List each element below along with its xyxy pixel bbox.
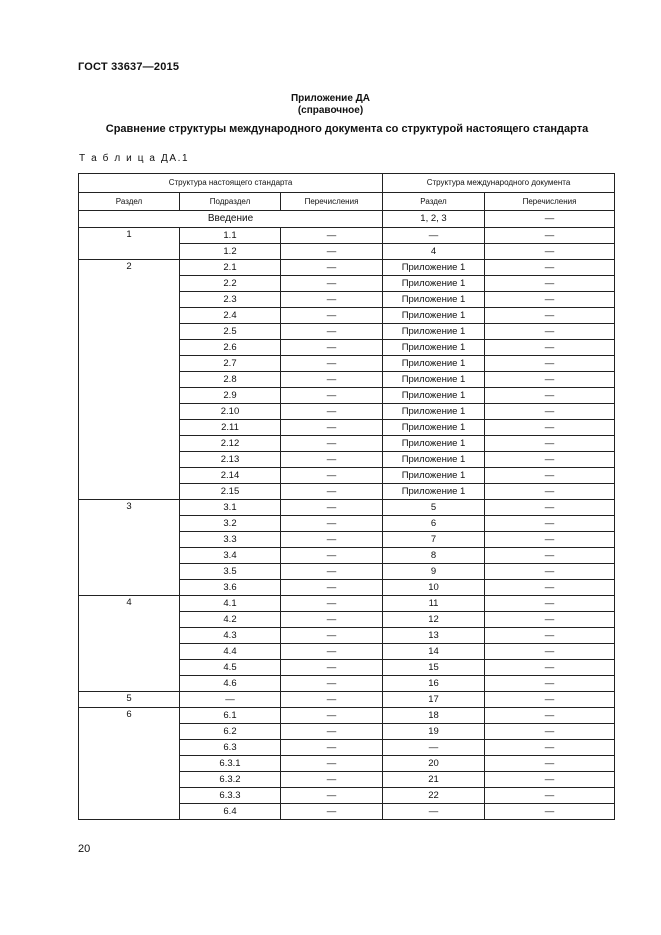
annex-heading: Сравнение структуры международного документа со структурой настоящего стандарта bbox=[105, 123, 589, 135]
subsection-cell: — bbox=[180, 692, 281, 708]
subsection-cell: 2.5 bbox=[180, 324, 281, 340]
introduction-intl-section: 1, 2, 3 bbox=[383, 211, 485, 228]
enumeration-cell: — bbox=[281, 628, 383, 644]
intl-enumeration-cell: — bbox=[485, 292, 615, 308]
intl-enumeration-cell: — bbox=[485, 356, 615, 372]
enumeration-cell: — bbox=[281, 756, 383, 772]
enumeration-cell: — bbox=[281, 276, 383, 292]
enumeration-cell: — bbox=[281, 516, 383, 532]
intl-enumeration-cell: — bbox=[485, 548, 615, 564]
column-header-row bbox=[79, 193, 615, 211]
subsection-cell: 6.2 bbox=[180, 724, 281, 740]
subsection-cell: 2.14 bbox=[180, 468, 281, 484]
subsection-cell: 6.1 bbox=[180, 708, 281, 724]
intl-enumeration-cell: — bbox=[485, 772, 615, 788]
enumeration-cell: — bbox=[281, 228, 383, 244]
subsection-cell: 4.5 bbox=[180, 660, 281, 676]
enumeration-cell: — bbox=[281, 564, 383, 580]
subsection-cell: 3.6 bbox=[180, 580, 281, 596]
enumeration-cell: — bbox=[281, 596, 383, 612]
intl-section-cell: Приложение 1 bbox=[383, 356, 485, 372]
intl-section-cell: Приложение 1 bbox=[383, 452, 485, 468]
enumeration-cell: — bbox=[281, 676, 383, 692]
intl-section-cell: 18 bbox=[383, 708, 485, 724]
group-header-international-document: Структура международного документа bbox=[383, 174, 615, 193]
intl-section-cell: — bbox=[383, 740, 485, 756]
intl-enumeration-cell: — bbox=[485, 468, 615, 484]
subsection-cell: 2.15 bbox=[180, 484, 281, 500]
subsection-cell: 2.3 bbox=[180, 292, 281, 308]
enumeration-cell: — bbox=[281, 532, 383, 548]
section-cell: 5 bbox=[79, 692, 180, 708]
intl-section-cell: 6 bbox=[383, 516, 485, 532]
enumeration-cell: — bbox=[281, 292, 383, 308]
intl-enumeration-cell: — bbox=[485, 612, 615, 628]
enumeration-cell: — bbox=[281, 740, 383, 756]
intl-enumeration-cell: — bbox=[485, 692, 615, 708]
subsection-cell: 6.3.1 bbox=[180, 756, 281, 772]
section-cell: 1 bbox=[79, 228, 180, 260]
intl-section-cell: Приложение 1 bbox=[383, 420, 485, 436]
table-row bbox=[79, 228, 615, 244]
subsection-cell: 1.1 bbox=[180, 228, 281, 244]
intl-section-cell: Приложение 1 bbox=[383, 276, 485, 292]
intl-section-cell: 19 bbox=[383, 724, 485, 740]
intl-enumeration-cell: — bbox=[485, 228, 615, 244]
table-row bbox=[79, 596, 615, 612]
subsection-cell: 2.12 bbox=[180, 436, 281, 452]
intl-enumeration-cell: — bbox=[485, 308, 615, 324]
intl-section-cell: Приложение 1 bbox=[383, 340, 485, 356]
introduction-row bbox=[79, 211, 615, 228]
subsection-cell: 2.11 bbox=[180, 420, 281, 436]
subsection-cell: 2.1 bbox=[180, 260, 281, 276]
column-header-subsection: Подраздел bbox=[180, 193, 281, 211]
enumeration-cell: — bbox=[281, 260, 383, 276]
enumeration-cell: — bbox=[281, 548, 383, 564]
intl-enumeration-cell: — bbox=[485, 404, 615, 420]
intl-enumeration-cell: — bbox=[485, 596, 615, 612]
intl-enumeration-cell: — bbox=[485, 516, 615, 532]
enumeration-cell: — bbox=[281, 452, 383, 468]
intl-enumeration-cell: — bbox=[485, 372, 615, 388]
intl-enumeration-cell: — bbox=[485, 260, 615, 276]
table-caption: Т а б л и ц а ДА.1 bbox=[79, 153, 190, 164]
enumeration-cell: — bbox=[281, 308, 383, 324]
subsection-cell: 3.3 bbox=[180, 532, 281, 548]
enumeration-cell: — bbox=[281, 340, 383, 356]
enumeration-cell: — bbox=[281, 388, 383, 404]
intl-enumeration-cell: — bbox=[485, 788, 615, 804]
intl-enumeration-cell: — bbox=[485, 436, 615, 452]
section-cell: 6 bbox=[79, 708, 180, 820]
intl-enumeration-cell: — bbox=[485, 804, 615, 820]
annex-title: Приложение ДА bbox=[290, 93, 371, 104]
enumeration-cell: — bbox=[281, 788, 383, 804]
intl-section-cell: 17 bbox=[383, 692, 485, 708]
intl-enumeration-cell: — bbox=[485, 676, 615, 692]
intl-section-cell: Приложение 1 bbox=[383, 292, 485, 308]
subsection-cell: 4.3 bbox=[180, 628, 281, 644]
enumeration-cell: — bbox=[281, 772, 383, 788]
subsection-cell: 2.10 bbox=[180, 404, 281, 420]
intl-enumeration-cell: — bbox=[485, 708, 615, 724]
subsection-cell: 2.2 bbox=[180, 276, 281, 292]
intl-enumeration-cell: — bbox=[485, 756, 615, 772]
subsection-cell: 3.1 bbox=[180, 500, 281, 516]
enumeration-cell: — bbox=[281, 612, 383, 628]
column-header-enumerations: Перечисления bbox=[281, 193, 383, 211]
subsection-cell: 4.4 bbox=[180, 644, 281, 660]
enumeration-cell: — bbox=[281, 708, 383, 724]
introduction-label: Введение bbox=[79, 211, 383, 228]
subsection-cell: 6.3.2 bbox=[180, 772, 281, 788]
enumeration-cell: — bbox=[281, 644, 383, 660]
intl-section-cell: 21 bbox=[383, 772, 485, 788]
intl-section-cell: Приложение 1 bbox=[383, 468, 485, 484]
intl-section-cell: 14 bbox=[383, 644, 485, 660]
intl-section-cell: 4 bbox=[383, 244, 485, 260]
page-number: 20 bbox=[78, 843, 91, 855]
group-header-row bbox=[79, 174, 615, 193]
structure-comparison-table bbox=[78, 173, 615, 820]
enumeration-cell: — bbox=[281, 468, 383, 484]
table-row bbox=[79, 260, 615, 276]
enumeration-cell: — bbox=[281, 372, 383, 388]
intl-section-cell: 15 bbox=[383, 660, 485, 676]
intl-enumeration-cell: — bbox=[485, 452, 615, 468]
intl-section-cell: 9 bbox=[383, 564, 485, 580]
enumeration-cell: — bbox=[281, 244, 383, 260]
intl-enumeration-cell: — bbox=[485, 244, 615, 260]
intl-enumeration-cell: — bbox=[485, 388, 615, 404]
intl-section-cell: Приложение 1 bbox=[383, 324, 485, 340]
intl-enumeration-cell: — bbox=[485, 628, 615, 644]
intl-section-cell: Приложение 1 bbox=[383, 260, 485, 276]
intl-enumeration-cell: — bbox=[485, 420, 615, 436]
subsection-cell: 3.4 bbox=[180, 548, 281, 564]
enumeration-cell: — bbox=[281, 404, 383, 420]
intl-section-cell: Приложение 1 bbox=[383, 484, 485, 500]
intl-section-cell: 16 bbox=[383, 676, 485, 692]
subsection-cell: 2.4 bbox=[180, 308, 281, 324]
intl-enumeration-cell: — bbox=[485, 580, 615, 596]
intl-section-cell: 7 bbox=[383, 532, 485, 548]
intl-section-cell: 22 bbox=[383, 788, 485, 804]
subsection-cell: 1.2 bbox=[180, 244, 281, 260]
subsection-cell: 2.6 bbox=[180, 340, 281, 356]
intl-section-cell: Приложение 1 bbox=[383, 436, 485, 452]
enumeration-cell: — bbox=[281, 500, 383, 516]
enumeration-cell: — bbox=[281, 724, 383, 740]
table-row bbox=[79, 692, 615, 708]
subsection-cell: 2.8 bbox=[180, 372, 281, 388]
subsection-cell: 2.13 bbox=[180, 452, 281, 468]
intl-section-cell: 5 bbox=[383, 500, 485, 516]
intl-section-cell: — bbox=[383, 228, 485, 244]
subsection-cell: 3.5 bbox=[180, 564, 281, 580]
section-cell: 2 bbox=[79, 260, 180, 500]
enumeration-cell: — bbox=[281, 804, 383, 820]
enumeration-cell: — bbox=[281, 420, 383, 436]
subsection-cell: 2.9 bbox=[180, 388, 281, 404]
subsection-cell: 6.4 bbox=[180, 804, 281, 820]
subsection-cell: 4.1 bbox=[180, 596, 281, 612]
subsection-cell: 4.6 bbox=[180, 676, 281, 692]
group-header-this-standard: Структура настоящего стандарта bbox=[79, 174, 383, 193]
subsection-cell: 6.3 bbox=[180, 740, 281, 756]
table-row bbox=[79, 708, 615, 724]
enumeration-cell: — bbox=[281, 484, 383, 500]
intl-enumeration-cell: — bbox=[485, 724, 615, 740]
intl-enumeration-cell: — bbox=[485, 340, 615, 356]
intl-enumeration-cell: — bbox=[485, 276, 615, 292]
intl-enumeration-cell: — bbox=[485, 740, 615, 756]
enumeration-cell: — bbox=[281, 324, 383, 340]
subsection-cell: 2.7 bbox=[180, 356, 281, 372]
intl-enumeration-cell: — bbox=[485, 500, 615, 516]
subsection-cell: 4.2 bbox=[180, 612, 281, 628]
column-header-intl-enumerations: Перечисления bbox=[485, 193, 615, 211]
enumeration-cell: — bbox=[281, 692, 383, 708]
introduction-intl-enumerations: — bbox=[485, 211, 615, 228]
section-cell: 4 bbox=[79, 596, 180, 692]
intl-section-cell: 12 bbox=[383, 612, 485, 628]
intl-section-cell: Приложение 1 bbox=[383, 388, 485, 404]
column-header-section: Раздел bbox=[79, 193, 180, 211]
intl-enumeration-cell: — bbox=[485, 644, 615, 660]
section-cell: 3 bbox=[79, 500, 180, 596]
intl-enumeration-cell: — bbox=[485, 532, 615, 548]
intl-section-cell: Приложение 1 bbox=[383, 404, 485, 420]
enumeration-cell: — bbox=[281, 356, 383, 372]
standard-number: ГОСТ 33637—2015 bbox=[78, 61, 180, 73]
intl-section-cell: Приложение 1 bbox=[383, 372, 485, 388]
intl-section-cell: 20 bbox=[383, 756, 485, 772]
intl-enumeration-cell: — bbox=[485, 660, 615, 676]
intl-section-cell: 13 bbox=[383, 628, 485, 644]
annex-type: (справочное) bbox=[297, 105, 364, 116]
table-body bbox=[79, 174, 615, 820]
intl-section-cell: — bbox=[383, 804, 485, 820]
intl-section-cell: 8 bbox=[383, 548, 485, 564]
enumeration-cell: — bbox=[281, 660, 383, 676]
intl-enumeration-cell: — bbox=[485, 484, 615, 500]
column-header-intl-section: Раздел bbox=[383, 193, 485, 211]
enumeration-cell: — bbox=[281, 436, 383, 452]
subsection-cell: 6.3.3 bbox=[180, 788, 281, 804]
intl-enumeration-cell: — bbox=[485, 564, 615, 580]
intl-section-cell: 11 bbox=[383, 596, 485, 612]
enumeration-cell: — bbox=[281, 580, 383, 596]
intl-section-cell: Приложение 1 bbox=[383, 308, 485, 324]
intl-enumeration-cell: — bbox=[485, 324, 615, 340]
table-row bbox=[79, 500, 615, 516]
intl-section-cell: 10 bbox=[383, 580, 485, 596]
subsection-cell: 3.2 bbox=[180, 516, 281, 532]
